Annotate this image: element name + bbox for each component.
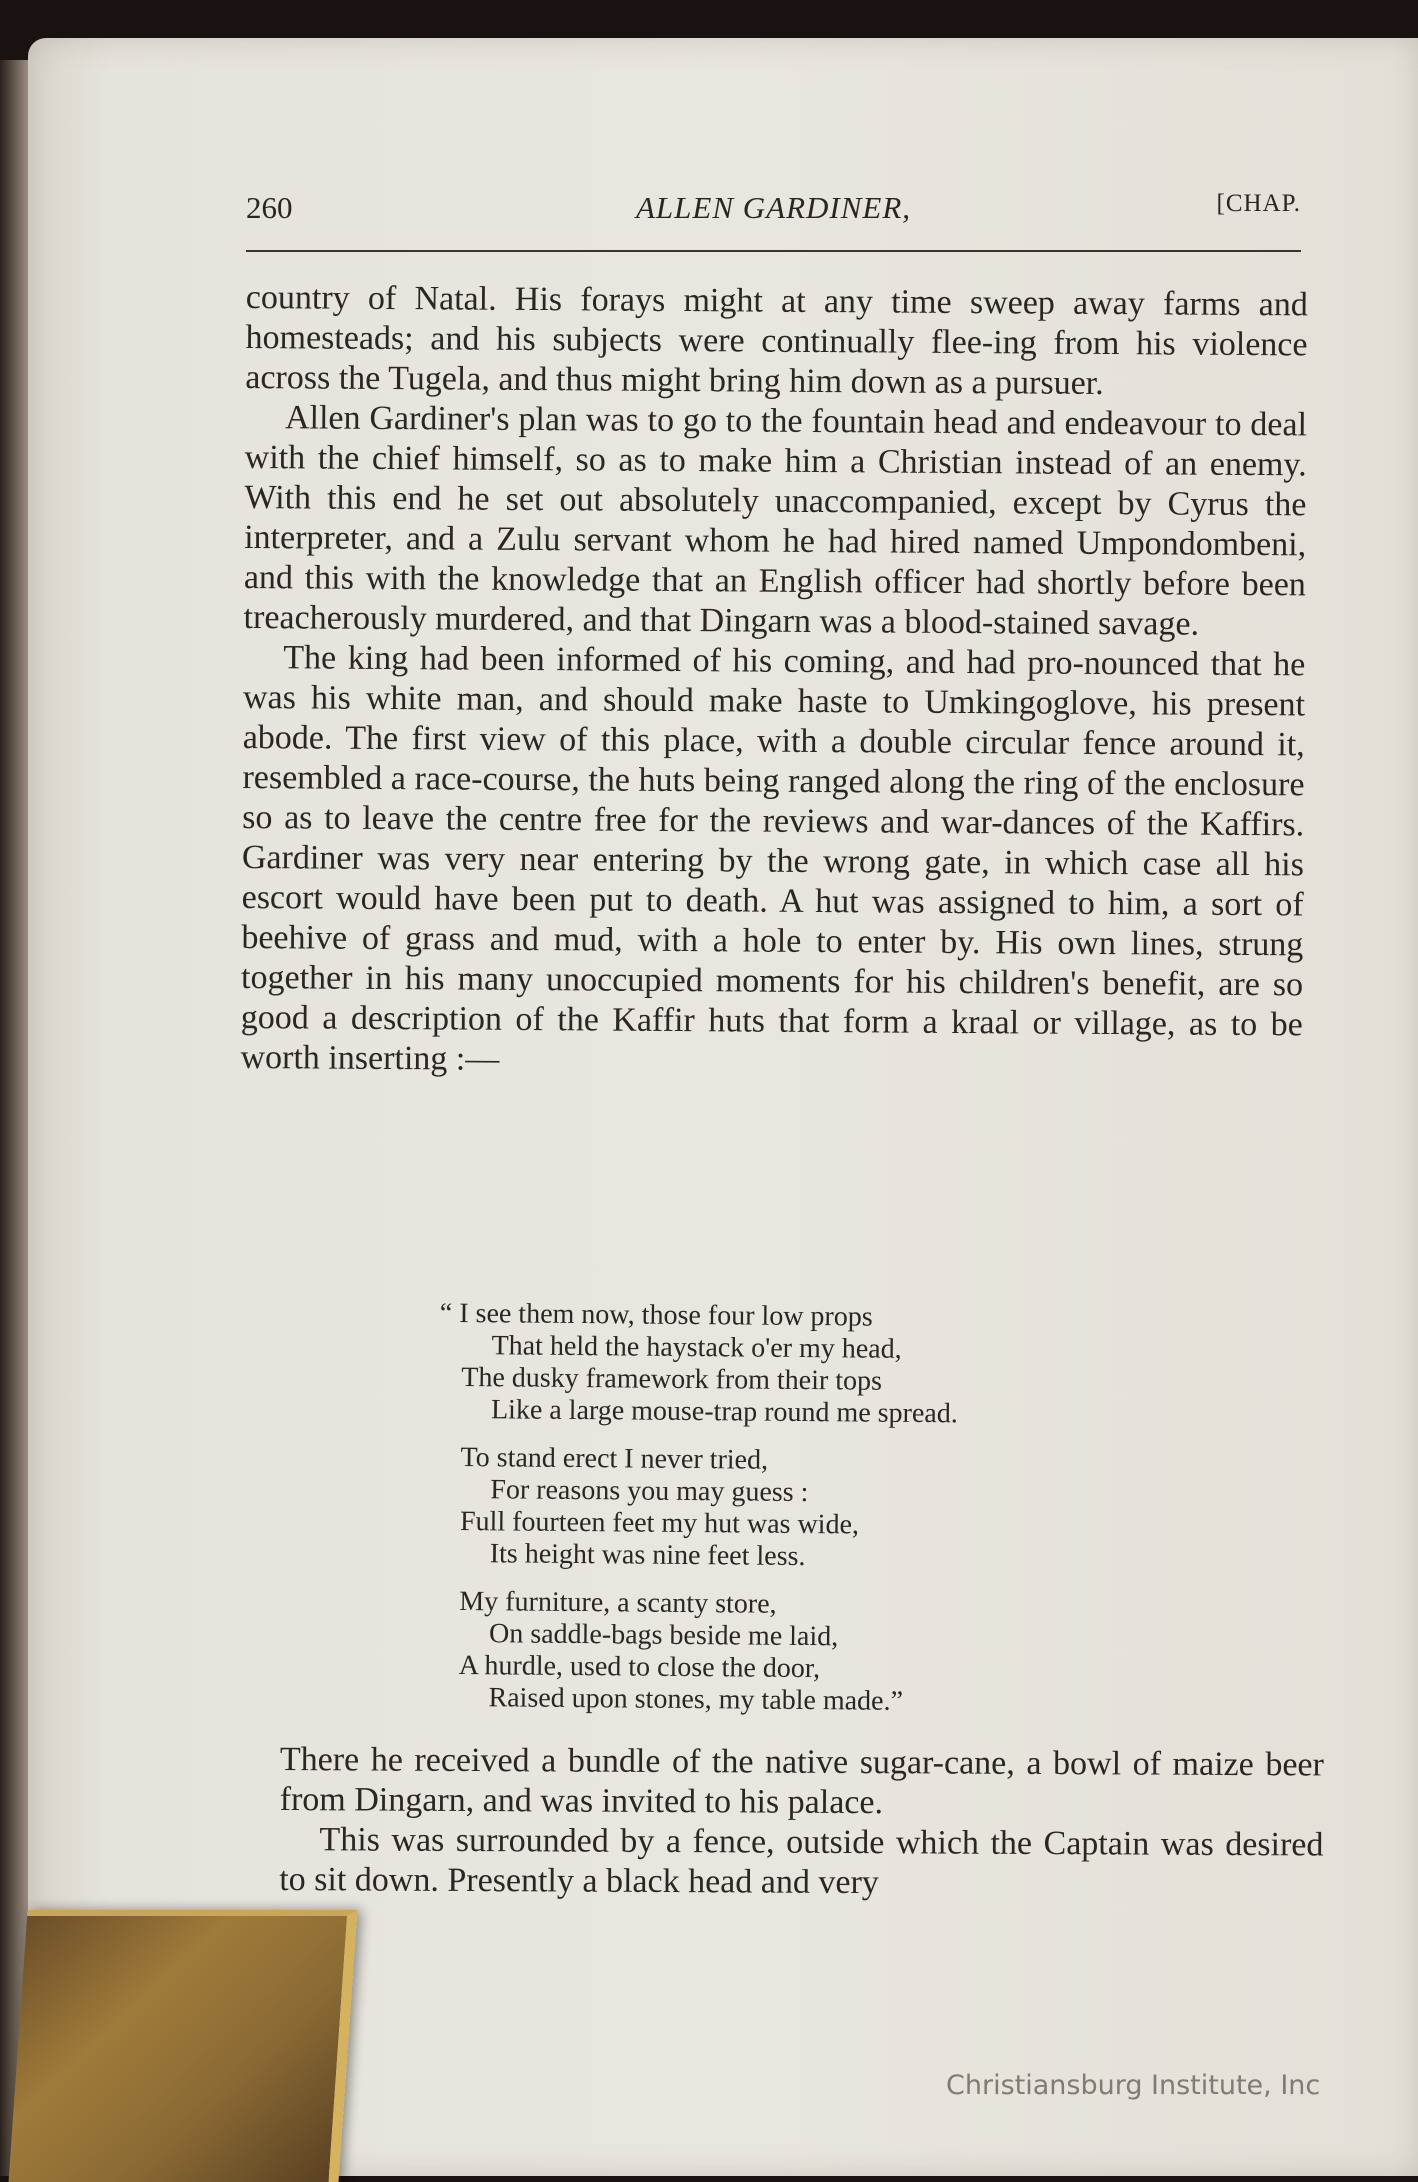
poem-line: “ I see them now, those four low props (439, 1297, 873, 1333)
poem-line: Like a large mouse-trap round me spread. (490, 1394, 958, 1430)
poem-line: For reasons you may guess : (490, 1474, 809, 1509)
paragraph: country of Natal. His forays might at any time sweep away farms and homesteads; and his subjects were continually flee-ing from his violence across the Tugela, and thus might bring him down as a pursuer. (245, 278, 1308, 402)
paragraph: The king had been informed of his coming, and had pro-nounced that he was his white man, and should make haste to Umkingoglove, his present abode. The first view of this place, with a double circular fence around it, resembled a race-course, the huts being ranged along the ring of the enclosure so as to leave the centre free for the reviews and war-dances of the Kaffirs. Gardiner was very near entering by the wrong gate, in which case all his escort would have been put to death. A hut was assigned to him, a sort of beehive of grass and mud, with a hole to enter by. His own lines, strung together in his many unoccupied moments for his children's benefit, are so good a description of the Kaffir huts that form a kraal or village, as to be worth inserting :— (240, 639, 1306, 1078)
chapter-marker: [CHAP. (1216, 190, 1301, 217)
paragraph: There he received a bundle of the native sugar-cane, a bowl of maize beer from Dingarn, and was invited to his palace. (279, 1741, 1324, 1822)
poem-line: A hurdle, used to close the door, (458, 1649, 821, 1685)
paragraph: Allen Gardiner's plan was to go to the fountain head and endeavour to deal with the chief himself, so as to make him a Christian instead of an enemy. With this end he set out absolutely unaccompanied, except by Cyrus the interpreter, and a Zulu servant whom he had hired named Umpondombeni, and this with the knowledge that an English officer had shortly before been treacherously murdered, and that Dingarn was a blood-stained savage. (243, 399, 1308, 643)
poem-line: That held the haystack o'er my head, (491, 1330, 902, 1365)
poem-line: To stand erect I never tried, (460, 1441, 769, 1476)
body-text (240, 278, 1308, 1085)
page-number: 260 (246, 190, 293, 225)
running-header (246, 190, 1301, 234)
poem-line: My furniture, a scanty store, (459, 1585, 777, 1620)
watermark-text: Christiansburg Institute, Inc (946, 2070, 1321, 2101)
paragraph: This was surrounded by a fence, outside which the Captain was desired to sit down. Presently a black head and very (279, 1821, 1324, 1902)
bookmark-ribbon (8, 1910, 357, 2182)
header-rule (246, 250, 1301, 252)
running-title: ALLEN GARDINER, (635, 190, 912, 225)
poem-stanza (439, 1297, 1162, 1432)
poem-stanza (458, 1586, 1159, 1720)
body-text-continued (279, 1740, 1324, 1905)
poem-line: Its height was nine feet less. (489, 1538, 806, 1573)
poem-line: The dusky framework from their tops (461, 1361, 883, 1397)
poem-line: Full fourteen feet my hut was wide, (459, 1505, 860, 1541)
poem-line: Raised upon stones, my table made.” (488, 1682, 904, 1717)
poem-line: On saddle-bags beside me laid, (488, 1618, 839, 1653)
poem-stanza (460, 1442, 1161, 1576)
poem (439, 1297, 1162, 1736)
